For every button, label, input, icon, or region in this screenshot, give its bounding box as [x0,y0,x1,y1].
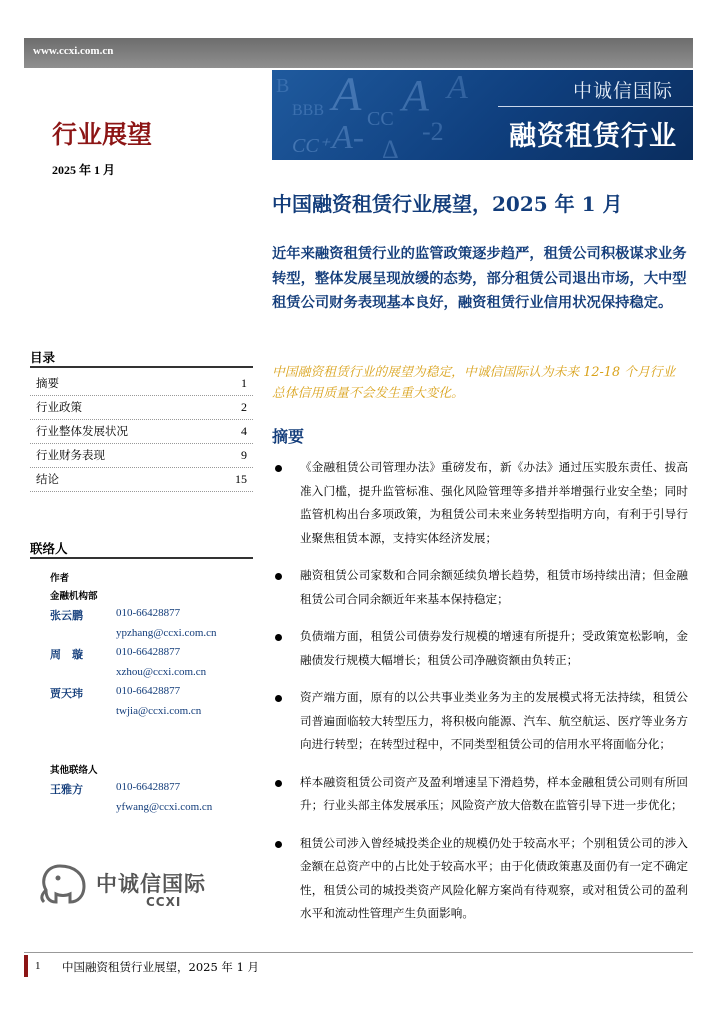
report-type-title: 行业展望 [52,120,153,149]
svg-text:-2: -2 [422,117,444,146]
list-item [272,456,688,550]
footer-title: 中国融资租赁行业展望，2025 年 1 月 [62,960,260,974]
banner-industry-name: 融资租赁行业 [509,121,677,152]
bullet-icon [275,634,282,641]
contact-phone: 010-66428877 [116,781,181,793]
page-title: 中国融资租赁行业展望，2025 年 1 月 [272,192,623,216]
bullet-icon [275,841,282,848]
contacts-heading: 联络人 [30,541,68,556]
svg-text:A: A [447,70,468,106]
logo-chinese-name: 中诚信国际 [96,872,206,896]
contact-email[interactable]: ypzhang@ccxi.com.cn [116,627,217,639]
top-bar [24,38,693,68]
svg-text:BBB: BBB [292,102,325,119]
list-item [272,832,688,926]
bullet-icon [275,465,282,472]
list-item [272,771,688,818]
banner-company-name: 中诚信国际 [572,80,673,102]
contact-name: 张云鹏 [50,609,83,622]
other-contacts-label: 其他联络人 [50,765,98,776]
svg-text:A: A [402,71,429,120]
toc-item-page: 1 [241,376,247,390]
footer-accent-bar [24,955,28,977]
toc-item-label: 行业政策 [36,400,82,414]
department-label: 金融机构部 [50,591,98,602]
table-of-contents [30,372,253,492]
bullet-icon [275,780,282,787]
toc-item-page: 9 [241,448,247,462]
list-item [272,564,688,611]
toc-item[interactable] [30,420,253,444]
page-number: 1 [35,960,41,972]
contact-phone: 010-66428877 [116,646,181,658]
contact-phone: 010-66428877 [116,607,181,619]
footer-divider [24,952,693,953]
toc-divider [30,366,253,368]
toc-item-label: 摘要 [36,376,59,390]
bullet-icon [275,573,282,580]
contact-phone: 010-66428877 [116,685,181,697]
toc-item-page: 2 [241,400,247,414]
bullet-text: 负债端方面，租赁公司债券发行规模的增速有所提升；受政策宽松影响，金融债发行规模大幅增长；租赁公司净融资额由负转正； [300,629,688,667]
toc-item[interactable] [30,396,253,420]
outlook-statement: 中国融资租赁行业的展望为稳定，中诚信国际认为未来 12-18 个月行业总体信用质量不会发生重大变化。 [272,365,676,401]
ccxi-logo [36,860,216,910]
toc-item-label: 结论 [36,472,59,486]
summary-list [272,456,688,940]
bullet-text: 样本融资租赁公司资产及盈利增速呈下滑趋势，样本金融租赁公司则有所回升；行业头部主体发展承压；风险资产放大倍数在监管引导下进一步优化； [300,774,688,812]
bullet-text: 资产端方面，原有的以公共事业类业务为主的发展模式将无法持续，租赁公司普遍面临较大转型压力，将积极向能源、汽车、航空航运、医疗等业务方向进行转型；在转型过程中，不同类型租赁公司的信用水平将面临分化； [300,690,688,751]
svg-text:Δ: Δ [382,135,399,160]
authors-label: 作者 [50,573,70,584]
svg-text:CC: CC [367,108,394,130]
lead-paragraph: 近年来融资租赁行业的监管政策逐步趋严，租赁公司积极谋求业务转型，整体发展呈现放缓的态势，部分租赁公司退出市场，大中型租赁公司财务表现基本良好，融资租赁行业信用状况保持稳定。 [272,246,687,311]
toc-item-label: 行业整体发展状况 [36,424,128,438]
summary-heading: 摘要 [272,427,305,446]
header-banner [272,70,693,160]
toc-item-label: 行业财务表现 [36,448,105,462]
toc-item[interactable] [30,444,253,468]
toc-heading: 目录 [30,350,56,365]
toc-item[interactable] [30,372,253,396]
toc-item-page: 15 [235,472,247,486]
banner-divider [498,106,693,107]
bullet-text: 租赁公司涉入曾经城投类企业的规模仍处于较高水平；个别租赁公司的涉入金额在总资产中的占比处于较高水平；由于化债政策惠及面仍有一定不确定性，租赁公司的城投类资产风险化解方案尚有待观察，或对租赁公司的盈利水平和流动性管理产生负面影响。 [300,835,688,920]
contact-email[interactable]: yfwang@ccxi.com.cn [116,801,213,813]
contact-name: 王雅方 [50,783,83,796]
svg-text:CC⁺: CC⁺ [292,135,330,157]
report-date: 2025 年 1 月 [52,163,116,177]
contacts-divider [30,557,253,559]
contact-email[interactable]: xzhou@ccxi.com.cn [116,666,207,678]
contact-name: 贾天玮 [50,687,83,700]
contact-email[interactable]: twjia@ccxi.com.cn [116,705,202,717]
svg-text:B: B [276,75,290,97]
list-item [272,625,688,672]
logo-english-name: CCXI [146,895,182,909]
toc-item-page: 4 [241,424,247,438]
bullet-text: 《金融租赁公司管理办法》重磅发布，新《办法》通过压实股东责任、拔高准入门槛，提升监管标准、强化风险管理等多措并举增强行业安全垫；同时监管机构出台多项政策，为租赁公司未来业务转型指明方向，有利于引导行业聚焦租赁本源，支持实体经济发展； [300,460,688,545]
contact-name: 周 璇 [50,648,83,661]
website-url[interactable]: www.ccxi.com.cn [33,45,114,57]
toc-item[interactable] [30,468,253,492]
list-item [272,686,688,757]
svg-text:A: A [332,70,362,121]
bullet-icon [275,695,282,702]
bullet-text: 融资租赁公司家数和合同余额延续负增长趋势，租赁市场持续出清；但金融租赁公司合同余额近年来基本保持稳定； [300,568,688,606]
elephant-logo-icon [36,860,92,910]
svg-text:A-: A- [332,119,365,156]
